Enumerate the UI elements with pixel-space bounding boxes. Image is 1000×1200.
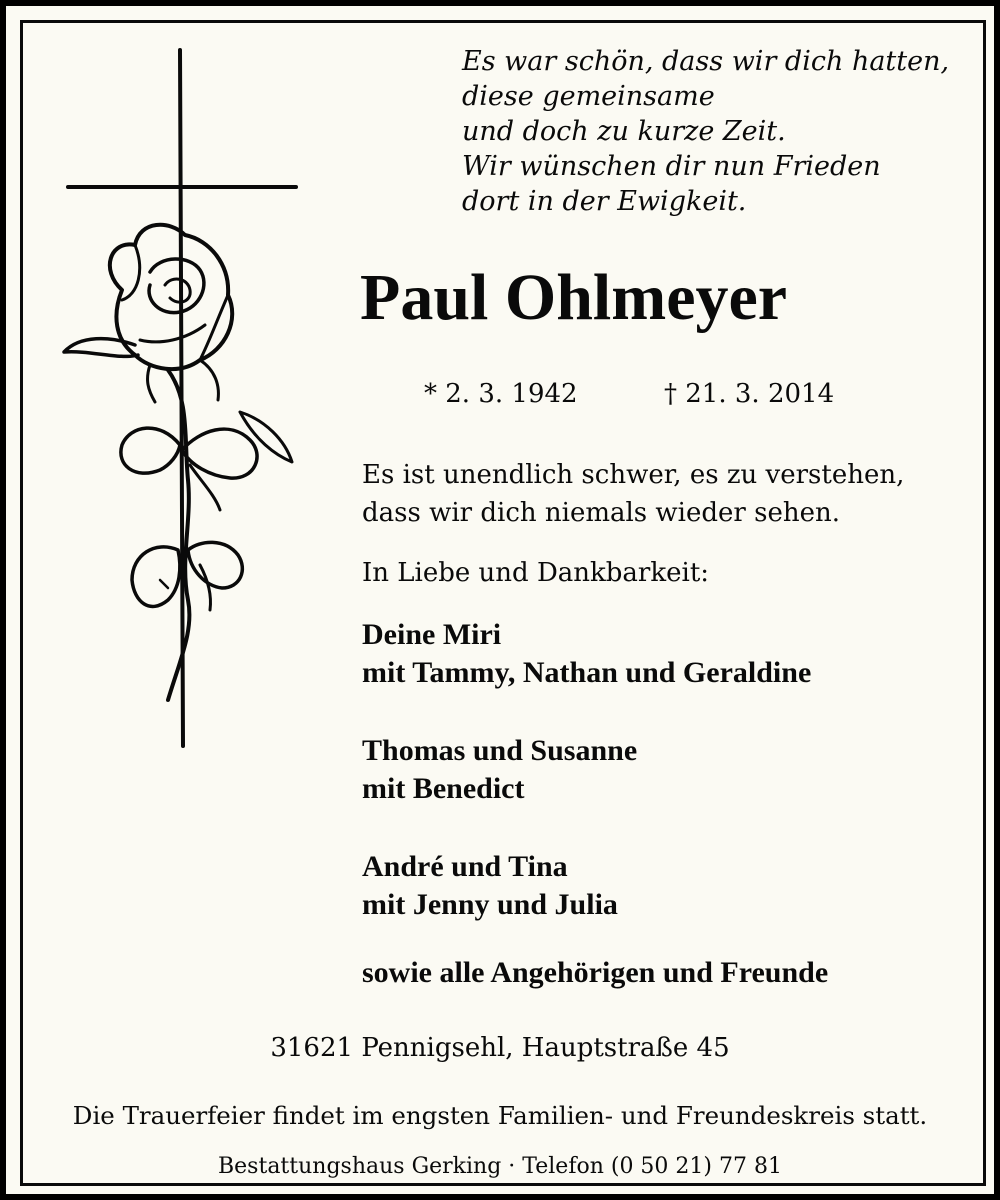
mourner-group — [362, 848, 982, 924]
poem-line: Es war schön, dass wir dich hatten, — [462, 46, 950, 77]
ceremony-note: Die Trauerfeier findet im engsten Familien- und Freundeskreis statt. — [72, 1101, 928, 1130]
poem-line: diese gemeinsame — [462, 81, 715, 112]
mourner-line: mit Jenny und Julia — [362, 888, 618, 921]
mourner-line: Deine Miri — [362, 618, 502, 651]
quote-line: Es ist unendlich schwer, es zu verstehen, — [362, 460, 905, 490]
dedication — [362, 554, 982, 592]
mourner-line: mit Tammy, Nathan und Geraldine — [362, 656, 812, 689]
poem — [462, 44, 982, 219]
quote-line: dass wir dich niemals wieder sehen. — [362, 498, 840, 528]
mourner-line: André und Tina — [362, 850, 568, 883]
quote — [362, 456, 982, 532]
poem-line: und doch zu kurze Zeit. — [462, 116, 786, 147]
relatives-line: sowie alle Angehörigen und Freunde — [362, 956, 829, 989]
mourner-group — [362, 732, 982, 808]
poem-line: Wir wünschen dir nun Frieden — [462, 151, 881, 182]
funeral-home-contact: Bestattungshaus Gerking · Telefon (0 50 21) 77 81 — [180, 1150, 820, 1186]
death-date: † 21. 3. 2014 — [664, 379, 835, 409]
address: 31621 Pennigsehl, Hauptstraße 45 — [270, 1033, 730, 1063]
birth-date: * 2. 3. 1942 — [424, 379, 578, 409]
dedication-text: In Liebe und Dankbarkeit: — [362, 558, 710, 588]
mourner-line: mit Benedict — [362, 772, 525, 805]
cross-with-rose-icon — [50, 40, 320, 780]
deceased-name: Paul Ohlmeyer — [360, 261, 788, 334]
poem-line: dort in der Ewigkeit. — [462, 186, 747, 217]
relatives — [362, 954, 982, 992]
mourner-line: Thomas und Susanne — [362, 734, 638, 767]
mourner-group — [362, 616, 982, 692]
